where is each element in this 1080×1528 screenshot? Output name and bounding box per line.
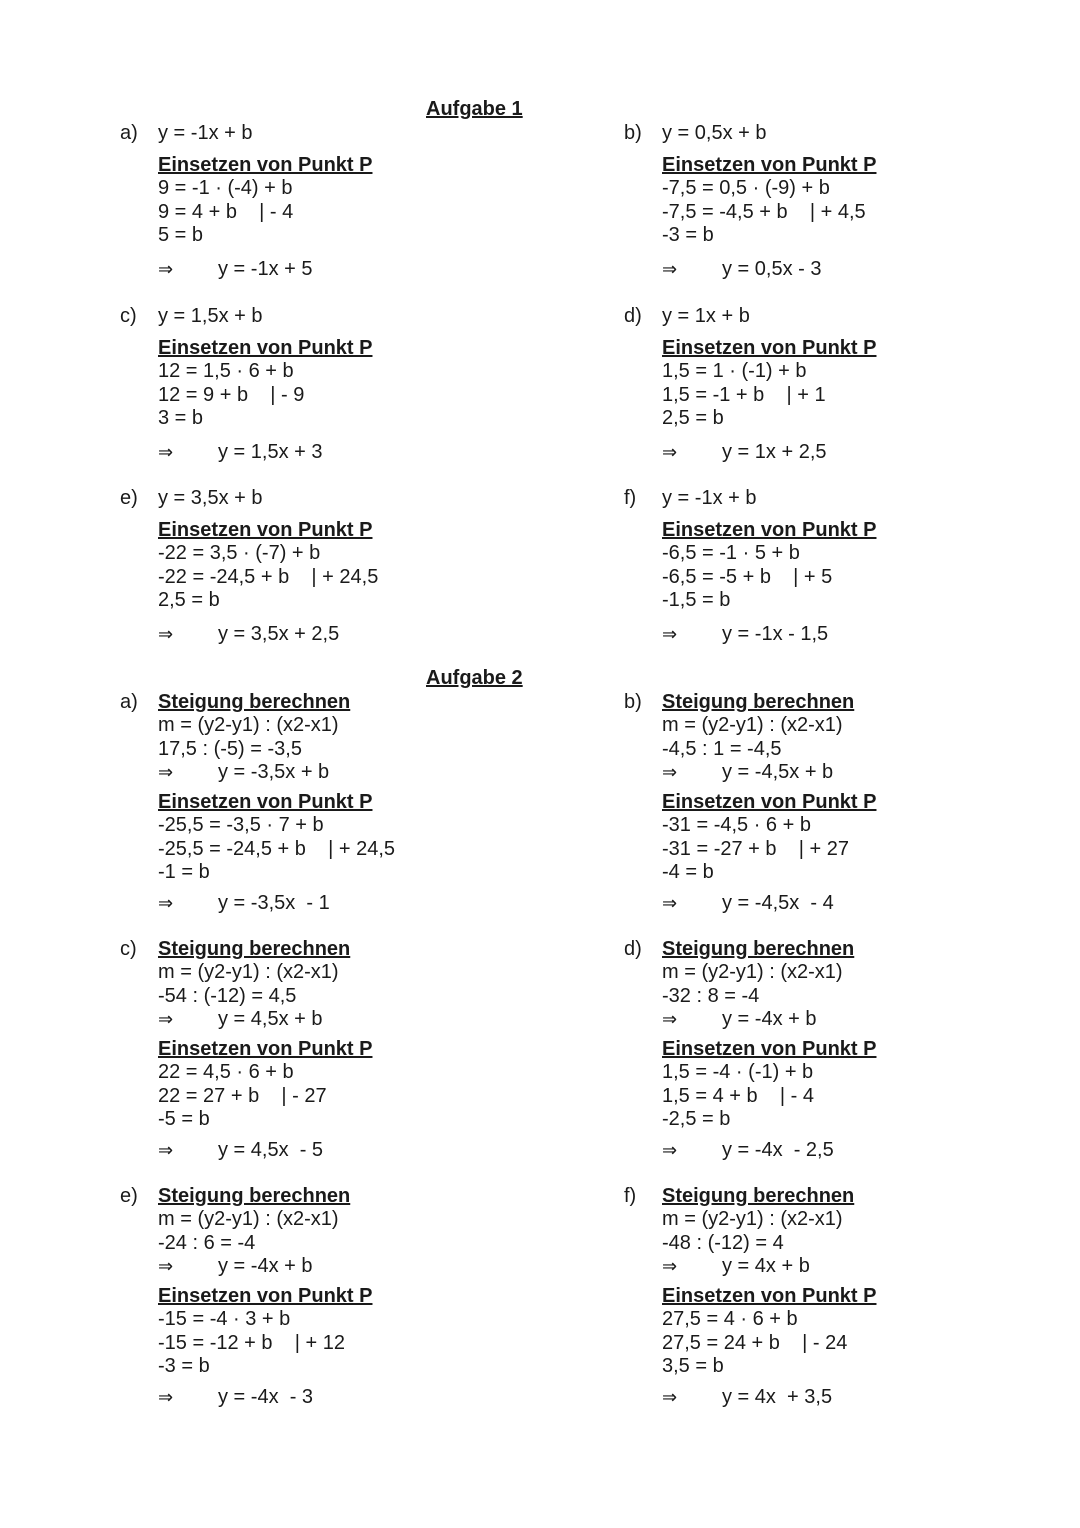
steigung-heading: Steigung berechnen: [158, 1185, 351, 1207]
item-letter: f): [624, 487, 637, 509]
slope-calculation: -48 : (-12) = 4: [662, 1231, 784, 1254]
implies-arrow-icon: ⇒: [158, 1255, 174, 1276]
slope-equation: y = 4,5x + b: [218, 1007, 323, 1030]
substitution-line: 9 = -1 · (-4) + b: [158, 177, 293, 200]
implies-arrow-icon: ⇒: [662, 259, 678, 279]
substitution-line: -25,5 = -3,5 · 7 + b: [158, 814, 324, 837]
slope-equation-line: [158, 761, 458, 784]
item-letter: f): [624, 1185, 637, 1207]
implies-arrow-icon: ⇒: [158, 624, 174, 644]
implies-arrow-icon: ⇒: [662, 1140, 678, 1160]
slope-formula: m = (y2-y1) : (x2-x1): [158, 961, 339, 984]
substitution-line: -3 = b: [158, 1354, 210, 1377]
slope-formula: m = (y2-y1) : (x2-x1): [662, 1208, 843, 1231]
item-letter: d): [624, 938, 642, 960]
substitution-line: -7,5 = 0,5 · (-9) + b: [662, 177, 830, 200]
result-equation: y = -1x + 5: [218, 258, 313, 280]
implies-arrow-icon: ⇒: [158, 1140, 174, 1160]
implies-arrow-icon: ⇒: [662, 1255, 678, 1276]
item-letter: a): [120, 122, 138, 144]
implies-arrow-icon: ⇒: [662, 1387, 678, 1407]
implies-arrow-icon: ⇒: [662, 1008, 678, 1029]
item-letter: e): [120, 487, 138, 509]
slope-equation-line: [158, 1255, 458, 1278]
result-equation: y = -4x - 3: [218, 1386, 314, 1408]
implies-arrow-icon: ⇒: [158, 1387, 174, 1407]
result-line-a1-2: [158, 441, 458, 464]
implies-arrow-icon: ⇒: [158, 893, 174, 913]
substitution-line: -7,5 = -4,5 + b | + 4,5: [662, 200, 866, 223]
result-line-a1-3: [662, 441, 962, 464]
result-equation: y = -3,5x - 1: [218, 892, 330, 914]
substitution-line: 5 = b: [158, 223, 204, 246]
slope-formula: m = (y2-y1) : (x2-x1): [662, 714, 843, 737]
aufgabe1-heading: Aufgabe 1: [426, 98, 523, 120]
slope-equation-line: [158, 1008, 458, 1031]
substitution-line: 1,5 = 1 · (-1) + b: [662, 360, 807, 383]
implies-arrow-icon: ⇒: [158, 259, 174, 279]
einsetzen-heading: Einsetzen von Punkt P: [158, 1285, 373, 1307]
substitution-line: 12 = 9 + b | - 9: [158, 383, 305, 406]
substitution-line: -3 = b: [662, 223, 714, 246]
line-equation: y = -1x + b: [158, 122, 253, 144]
substitution-line: 22 = 27 + b | - 27: [158, 1084, 327, 1107]
slope-formula: m = (y2-y1) : (x2-x1): [662, 961, 843, 984]
substitution-line: 2,5 = b: [662, 406, 724, 429]
substitution-line: -6,5 = -5 + b | + 5: [662, 565, 833, 588]
result-line-a1-1: [662, 258, 962, 281]
result-equation: y = 1x + 2,5: [722, 441, 827, 463]
slope-calculation: -32 : 8 = -4: [662, 984, 760, 1007]
substitution-line: -1,5 = b: [662, 588, 731, 611]
substitution-line: 2,5 = b: [158, 588, 220, 611]
substitution-line: 27,5 = 4 · 6 + b: [662, 1308, 798, 1331]
steigung-heading: Steigung berechnen: [662, 691, 855, 713]
line-equation: y = -1x + b: [662, 487, 757, 509]
result-equation: y = -4x - 2,5: [722, 1139, 834, 1161]
substitution-line: -25,5 = -24,5 + b | + 24,5: [158, 837, 396, 860]
substitution-line: 1,5 = -4 · (-1) + b: [662, 1061, 814, 1084]
steigung-heading: Steigung berechnen: [158, 691, 351, 713]
substitution-line: 12 = 1,5 · 6 + b: [158, 360, 294, 383]
item-letter: b): [624, 122, 642, 144]
einsetzen-heading: Einsetzen von Punkt P: [662, 154, 877, 176]
result-equation: y = 1,5x + 3: [218, 441, 323, 463]
line-equation: y = 3,5x + b: [158, 487, 263, 509]
einsetzen-heading: Einsetzen von Punkt P: [158, 154, 373, 176]
result-line-a2-2: [158, 1139, 458, 1162]
implies-arrow-icon: ⇒: [158, 1008, 174, 1029]
slope-equation: y = 4x + b: [722, 1254, 810, 1277]
item-letter: e): [120, 1185, 138, 1207]
implies-arrow-icon: ⇒: [662, 624, 678, 644]
item-letter: c): [120, 938, 137, 960]
slope-calculation: -4,5 : 1 = -4,5: [662, 737, 782, 760]
substitution-line: -5 = b: [158, 1107, 210, 1130]
einsetzen-heading: Einsetzen von Punkt P: [662, 519, 877, 541]
item-letter: c): [120, 305, 137, 327]
substitution-line: 3,5 = b: [662, 1354, 724, 1377]
slope-calculation: 17,5 : (-5) = -3,5: [158, 737, 302, 760]
einsetzen-heading: Einsetzen von Punkt P: [662, 791, 877, 813]
substitution-line: -31 = -27 + b | + 27: [662, 837, 849, 860]
result-equation: y = 4x + 3,5: [722, 1386, 833, 1408]
substitution-line: 3 = b: [158, 406, 204, 429]
slope-equation-line: [662, 761, 962, 784]
slope-equation: y = -4x + b: [218, 1254, 313, 1277]
result-line-a1-4: [158, 623, 458, 646]
result-line-a1-0: [158, 258, 458, 281]
substitution-line: 27,5 = 24 + b | - 24: [662, 1331, 848, 1354]
substitution-line: -6,5 = -1 · 5 + b: [662, 542, 800, 565]
substitution-line: -4 = b: [662, 860, 714, 883]
implies-arrow-icon: ⇒: [662, 893, 678, 913]
slope-equation: y = -4,5x + b: [722, 760, 834, 783]
slope-formula: m = (y2-y1) : (x2-x1): [158, 1208, 339, 1231]
result-line-a2-4: [158, 1386, 458, 1409]
substitution-line: -22 = 3,5 · (-7) + b: [158, 542, 321, 565]
einsetzen-heading: Einsetzen von Punkt P: [158, 337, 373, 359]
item-letter: d): [624, 305, 642, 327]
result-equation: y = 3,5x + 2,5: [218, 623, 340, 645]
substitution-line: 1,5 = 4 + b | - 4: [662, 1084, 814, 1107]
implies-arrow-icon: ⇒: [662, 761, 678, 782]
einsetzen-heading: Einsetzen von Punkt P: [158, 791, 373, 813]
slope-equation: y = -4x + b: [722, 1007, 817, 1030]
einsetzen-heading: Einsetzen von Punkt P: [158, 1038, 373, 1060]
substitution-line: -31 = -4,5 · 6 + b: [662, 814, 811, 837]
aufgabe2-heading: Aufgabe 2: [426, 667, 523, 689]
line-equation: y = 0,5x + b: [662, 122, 767, 144]
substitution-line: 1,5 = -1 + b | + 1: [662, 383, 826, 406]
steigung-heading: Steigung berechnen: [662, 938, 855, 960]
slope-equation-line: [662, 1008, 962, 1031]
result-line-a2-5: [662, 1386, 962, 1409]
einsetzen-heading: Einsetzen von Punkt P: [662, 337, 877, 359]
slope-equation: y = -3,5x + b: [218, 760, 330, 783]
slope-equation-line: [662, 1255, 962, 1278]
steigung-heading: Steigung berechnen: [158, 938, 351, 960]
item-letter: b): [624, 691, 642, 713]
item-letter: a): [120, 691, 138, 713]
slope-calculation: -54 : (-12) = 4,5: [158, 984, 297, 1007]
line-equation: y = 1x + b: [662, 305, 750, 327]
result-line-a2-1: [662, 892, 962, 915]
result-equation: y = 0,5x - 3: [722, 258, 822, 280]
einsetzen-heading: Einsetzen von Punkt P: [662, 1038, 877, 1060]
substitution-line: -1 = b: [158, 860, 210, 883]
result-equation: y = 4,5x - 5: [218, 1139, 324, 1161]
slope-formula: m = (y2-y1) : (x2-x1): [158, 714, 339, 737]
substitution-line: 9 = 4 + b | - 4: [158, 200, 294, 223]
implies-arrow-icon: ⇒: [662, 442, 678, 462]
steigung-heading: Steigung berechnen: [662, 1185, 855, 1207]
einsetzen-heading: Einsetzen von Punkt P: [662, 1285, 877, 1307]
line-equation: y = 1,5x + b: [158, 305, 263, 327]
implies-arrow-icon: ⇒: [158, 761, 174, 782]
result-equation: y = -4,5x - 4: [722, 892, 834, 914]
substitution-line: -22 = -24,5 + b | + 24,5: [158, 565, 379, 588]
slope-calculation: -24 : 6 = -4: [158, 1231, 256, 1254]
substitution-line: -15 = -4 · 3 + b: [158, 1308, 291, 1331]
result-line-a2-0: [158, 892, 458, 915]
result-equation: y = -1x - 1,5: [722, 623, 829, 645]
substitution-line: -2,5 = b: [662, 1107, 731, 1130]
implies-arrow-icon: ⇒: [158, 442, 174, 462]
result-line-a1-5: [662, 623, 962, 646]
substitution-line: 22 = 4,5 · 6 + b: [158, 1061, 294, 1084]
substitution-line: -15 = -12 + b | + 12: [158, 1331, 345, 1354]
einsetzen-heading: Einsetzen von Punkt P: [158, 519, 373, 541]
result-line-a2-3: [662, 1139, 962, 1162]
